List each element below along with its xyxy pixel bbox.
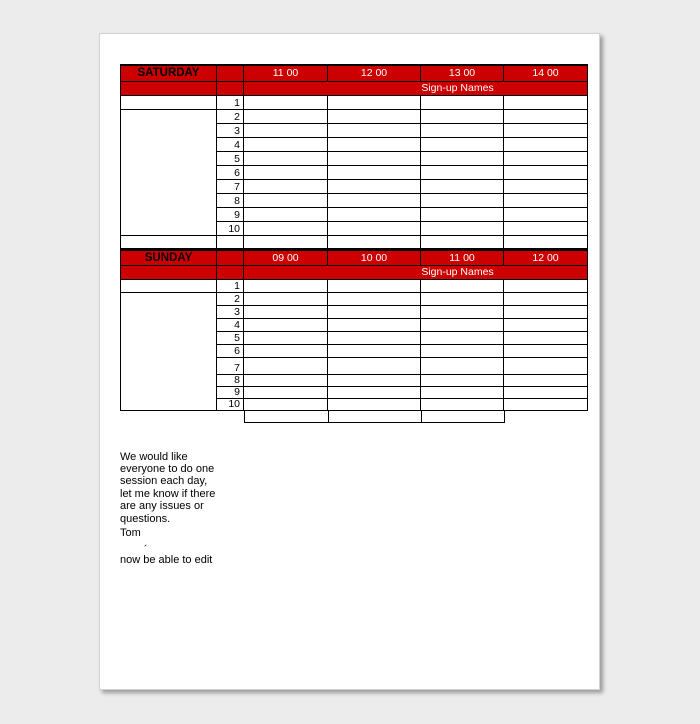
signup-name-cell[interactable] bbox=[421, 151, 504, 165]
signup-name-cell[interactable] bbox=[244, 137, 328, 151]
signup-name-cell[interactable] bbox=[504, 123, 588, 137]
signup-names-label: Sign-up Names bbox=[421, 266, 494, 278]
closing-line: now be able to edit bbox=[120, 554, 213, 567]
slot-number-cell: 8 bbox=[217, 193, 244, 207]
signup-name-cell[interactable] bbox=[421, 95, 504, 109]
empty-header-cell bbox=[217, 250, 244, 266]
signup-name-cell[interactable] bbox=[328, 95, 421, 109]
slot-number-cell: 9 bbox=[217, 387, 244, 399]
signup-name-cell[interactable] bbox=[244, 280, 328, 293]
spacer-cell bbox=[217, 235, 244, 248]
signup-name-cell[interactable] bbox=[328, 358, 421, 375]
signup-name-cell[interactable] bbox=[421, 319, 504, 332]
signup-name-cell[interactable] bbox=[421, 293, 504, 306]
signup-name-cell[interactable] bbox=[328, 193, 421, 207]
signup-names-header-cell bbox=[244, 81, 588, 95]
signup-name-cell[interactable] bbox=[504, 109, 588, 123]
saturday-signup-names-row bbox=[121, 81, 588, 95]
time-header-cell: 10 00 bbox=[328, 250, 421, 266]
saturday-signup-table bbox=[120, 64, 588, 249]
sunday-signup-table bbox=[120, 249, 588, 412]
signup-name-cell[interactable] bbox=[328, 179, 421, 193]
signup-name-cell[interactable] bbox=[421, 137, 504, 151]
slot-number-cell: 4 bbox=[217, 137, 244, 151]
signup-name-cell[interactable] bbox=[244, 221, 328, 235]
signup-name-cell[interactable] bbox=[421, 207, 504, 221]
signup-name-cell[interactable] bbox=[504, 221, 588, 235]
signup-name-cell[interactable] bbox=[328, 306, 421, 319]
slot-number-cell: 5 bbox=[217, 151, 244, 165]
signup-name-cell[interactable] bbox=[504, 306, 588, 319]
signup-name-cell[interactable] bbox=[244, 306, 328, 319]
signup-name-cell[interactable] bbox=[421, 345, 504, 358]
slot-number-cell: 7 bbox=[217, 179, 244, 193]
sunday-header-row bbox=[121, 250, 588, 266]
signup-name-cell[interactable] bbox=[328, 151, 421, 165]
slot-number-cell: 4 bbox=[217, 319, 244, 332]
signup-name-cell[interactable] bbox=[504, 280, 588, 293]
slot-number-cell: 6 bbox=[217, 165, 244, 179]
time-header-cell: 12 00 bbox=[504, 250, 588, 266]
day-column-cell bbox=[121, 280, 217, 293]
signup-name-cell[interactable] bbox=[421, 387, 504, 399]
note-line: questions. bbox=[120, 512, 171, 525]
signup-name-cell[interactable] bbox=[244, 375, 328, 387]
signup-name-cell[interactable] bbox=[504, 165, 588, 179]
signup-name-cell[interactable] bbox=[244, 207, 328, 221]
signup-name-cell[interactable] bbox=[328, 332, 421, 345]
signup-name-cell[interactable] bbox=[504, 151, 588, 165]
signup-name-cell[interactable] bbox=[244, 179, 328, 193]
signup-name-cell[interactable] bbox=[328, 165, 421, 179]
slot-number-cell: 3 bbox=[217, 123, 244, 137]
slot-number-cell: 2 bbox=[217, 109, 244, 123]
slot-number-cell: 10 bbox=[217, 399, 244, 411]
saturday-header-row bbox=[121, 65, 588, 81]
signup-name-cell[interactable] bbox=[245, 411, 329, 422]
time-header-cell: 11 00 bbox=[421, 250, 504, 266]
slot-number-cell: 6 bbox=[217, 345, 244, 358]
table-row bbox=[121, 109, 588, 123]
signup-name-cell[interactable] bbox=[504, 179, 588, 193]
signup-name-cell[interactable] bbox=[421, 109, 504, 123]
signup-name-cell[interactable] bbox=[328, 207, 421, 221]
signup-name-cell[interactable] bbox=[244, 387, 328, 399]
signup-name-cell[interactable] bbox=[328, 280, 421, 293]
signup-name-cell[interactable] bbox=[504, 332, 588, 345]
signup-name-cell[interactable] bbox=[328, 399, 421, 411]
signup-name-cell[interactable] bbox=[244, 358, 328, 375]
day-column-merged-cell bbox=[121, 293, 217, 411]
signup-name-cell[interactable] bbox=[421, 193, 504, 207]
slot-number-cell: 8 bbox=[217, 375, 244, 387]
signup-name-cell[interactable] bbox=[328, 109, 421, 123]
signup-name-cell[interactable] bbox=[421, 280, 504, 293]
empty-header-cell bbox=[217, 81, 244, 95]
empty-header-cell bbox=[121, 81, 217, 95]
signup-name-cell[interactable] bbox=[244, 319, 328, 332]
signup-name-cell[interactable] bbox=[244, 165, 328, 179]
slot-number-cell: 3 bbox=[217, 306, 244, 319]
signup-name-cell[interactable] bbox=[504, 207, 588, 221]
time-header-cell: 12 00 bbox=[328, 65, 421, 81]
signup-name-cell[interactable] bbox=[421, 358, 504, 375]
document-page bbox=[99, 33, 600, 690]
slot-number-cell: 5 bbox=[217, 332, 244, 345]
day-header-cell: SUNDAY bbox=[121, 250, 217, 266]
signup-name-cell[interactable] bbox=[244, 151, 328, 165]
signup-name-cell[interactable] bbox=[244, 109, 328, 123]
note-line: let me know if there bbox=[120, 487, 216, 500]
spacer-cell bbox=[244, 235, 328, 248]
signup-name-cell[interactable] bbox=[504, 137, 588, 151]
signup-name-cell[interactable] bbox=[244, 193, 328, 207]
signup-name-cell[interactable] bbox=[328, 123, 421, 137]
note-line: session each day, bbox=[120, 475, 208, 488]
empty-header-cell bbox=[121, 266, 217, 280]
signup-name-cell[interactable] bbox=[244, 123, 328, 137]
signup-name-cell[interactable] bbox=[504, 293, 588, 306]
signup-name-cell[interactable] bbox=[504, 375, 588, 387]
time-header-cell: 09 00 bbox=[244, 250, 328, 266]
signup-name-cell[interactable] bbox=[244, 399, 328, 411]
signup-name-cell[interactable] bbox=[421, 221, 504, 235]
table-row bbox=[245, 411, 505, 422]
signup-name-cell[interactable] bbox=[421, 332, 504, 345]
signup-name-cell[interactable] bbox=[421, 306, 504, 319]
signup-names-label: Sign-up Names bbox=[421, 81, 494, 94]
signup-name-cell[interactable] bbox=[328, 387, 421, 399]
slot-number-cell: 1 bbox=[217, 95, 244, 109]
signup-name-cell[interactable] bbox=[422, 411, 505, 422]
spacer-cell bbox=[121, 235, 217, 248]
note-line: are any issues or bbox=[120, 500, 204, 513]
signup-name-cell[interactable] bbox=[421, 179, 504, 193]
time-header-cell: 13 00 bbox=[421, 65, 504, 81]
spacer-cell bbox=[328, 235, 421, 248]
signup-name-cell[interactable] bbox=[504, 345, 588, 358]
signup-name-cell[interactable] bbox=[244, 345, 328, 358]
signup-name-cell[interactable] bbox=[504, 387, 588, 399]
signup-name-cell[interactable] bbox=[504, 95, 588, 109]
empty-header-cell bbox=[217, 266, 244, 280]
table-row bbox=[121, 293, 588, 306]
signup-name-cell[interactable] bbox=[244, 332, 328, 345]
signup-name-cell[interactable] bbox=[421, 375, 504, 387]
signup-name-cell[interactable] bbox=[504, 358, 588, 375]
signup-name-cell[interactable] bbox=[421, 399, 504, 411]
signup-name-cell[interactable] bbox=[328, 293, 421, 306]
empty-header-cell bbox=[217, 65, 244, 81]
signup-name-cell[interactable] bbox=[328, 221, 421, 235]
slot-number-cell: 2 bbox=[217, 293, 244, 306]
spacer-cell bbox=[504, 235, 588, 248]
note-text bbox=[120, 451, 599, 567]
signup-name-cell[interactable] bbox=[328, 137, 421, 151]
stray-mark: ´ bbox=[144, 544, 148, 557]
day-header-cell: SATURDAY bbox=[121, 65, 217, 81]
signup-name-cell[interactable] bbox=[504, 319, 588, 332]
signup-name-cell[interactable] bbox=[328, 375, 421, 387]
signup-name-cell[interactable] bbox=[244, 95, 328, 109]
signup-name-cell[interactable] bbox=[328, 345, 421, 358]
slot-number-cell: 10 bbox=[217, 221, 244, 235]
slot-number-cell: 7 bbox=[217, 358, 244, 375]
signup-name-cell[interactable] bbox=[328, 319, 421, 332]
sunday-overflow-row bbox=[244, 411, 505, 423]
signup-name-cell[interactable] bbox=[329, 411, 422, 422]
slot-number-cell: 1 bbox=[217, 280, 244, 293]
note-line: everyone to do one bbox=[120, 462, 215, 475]
signup-name-cell[interactable] bbox=[421, 165, 504, 179]
day-column-merged-cell bbox=[121, 109, 217, 235]
signup-name-cell[interactable] bbox=[244, 293, 328, 306]
signature: Tom bbox=[120, 526, 141, 539]
signup-names-header-cell bbox=[244, 266, 588, 280]
sunday-signup-names-row bbox=[121, 266, 588, 280]
signup-name-cell[interactable] bbox=[504, 399, 588, 411]
slot-number-cell: 9 bbox=[217, 207, 244, 221]
table-row bbox=[121, 280, 588, 293]
signup-name-cell[interactable] bbox=[421, 123, 504, 137]
spacer-cell bbox=[421, 235, 504, 248]
spacer-row bbox=[121, 235, 588, 248]
signup-name-cell[interactable] bbox=[504, 193, 588, 207]
table-row bbox=[121, 95, 588, 109]
note-line: We would like bbox=[120, 450, 188, 463]
time-header-cell: 14 00 bbox=[504, 65, 588, 81]
time-header-cell: 11 00 bbox=[244, 65, 328, 81]
day-column-cell bbox=[121, 95, 217, 109]
